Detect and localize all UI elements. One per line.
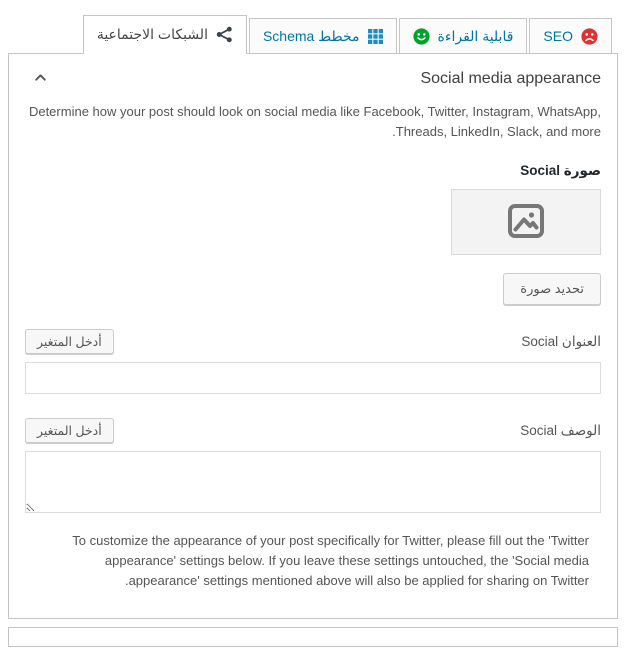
- tab-label: الشبكات الاجتماعية: [96, 26, 208, 42]
- panel-title: Social media appearance: [420, 70, 601, 87]
- twitter-appearance-note: To customize the appearance of your post specifically for Twitter, please fill out the 'Twitter appearance' settings below. If you leave these settings untouched, the 'Social media appearance' settings mentioned above will also be applied for sharing on Twitter.: [72, 533, 589, 589]
- tab-label: قابلية القراءة: [437, 27, 514, 44]
- sad-face-icon: [581, 28, 598, 45]
- tab-seo[interactable]: [529, 18, 612, 54]
- image-icon: [503, 198, 549, 247]
- tab-social-networks[interactable]: [83, 15, 247, 54]
- share-icon: [216, 26, 233, 43]
- social-description-label: الوصف Social: [520, 422, 601, 438]
- collapse-button[interactable]: [25, 66, 56, 92]
- social-description-textarea[interactable]: [25, 451, 601, 513]
- social-appearance-panel: [8, 53, 618, 619]
- tab-readability[interactable]: [399, 18, 528, 54]
- insert-variable-button-title[interactable]: أدخل المتغير: [25, 329, 114, 354]
- insert-variable-button-description[interactable]: أدخل المتغير: [25, 418, 114, 443]
- tab-schema[interactable]: [249, 18, 397, 54]
- tab-label: SEO: [543, 28, 573, 44]
- social-title-row: [9, 305, 617, 354]
- panel-header: [9, 54, 617, 92]
- next-panel-stub[interactable]: [8, 627, 618, 647]
- select-image-button[interactable]: تحديد صورة: [503, 273, 601, 305]
- tab-label: مخطط Schema: [262, 27, 360, 44]
- happy-face-icon: [413, 28, 430, 45]
- select-image-row: [9, 255, 617, 305]
- social-title-label: العنوان Social: [521, 333, 601, 349]
- yoast-metabox: [0, 15, 626, 655]
- chevron-up-icon: [33, 70, 48, 88]
- social-description-row: [9, 394, 617, 443]
- social-title-input[interactable]: [25, 362, 601, 394]
- grid-icon: [368, 29, 383, 44]
- metabox-tab-bar: [0, 15, 626, 54]
- social-image-label: صورة Social: [520, 163, 601, 178]
- panel-description: Determine how your post should look on social media like Facebook, Twitter, Instagram, WhatsApp, Threads, LinkedIn, Slack, and more.: [28, 104, 601, 139]
- social-image-placeholder[interactable]: [451, 189, 601, 255]
